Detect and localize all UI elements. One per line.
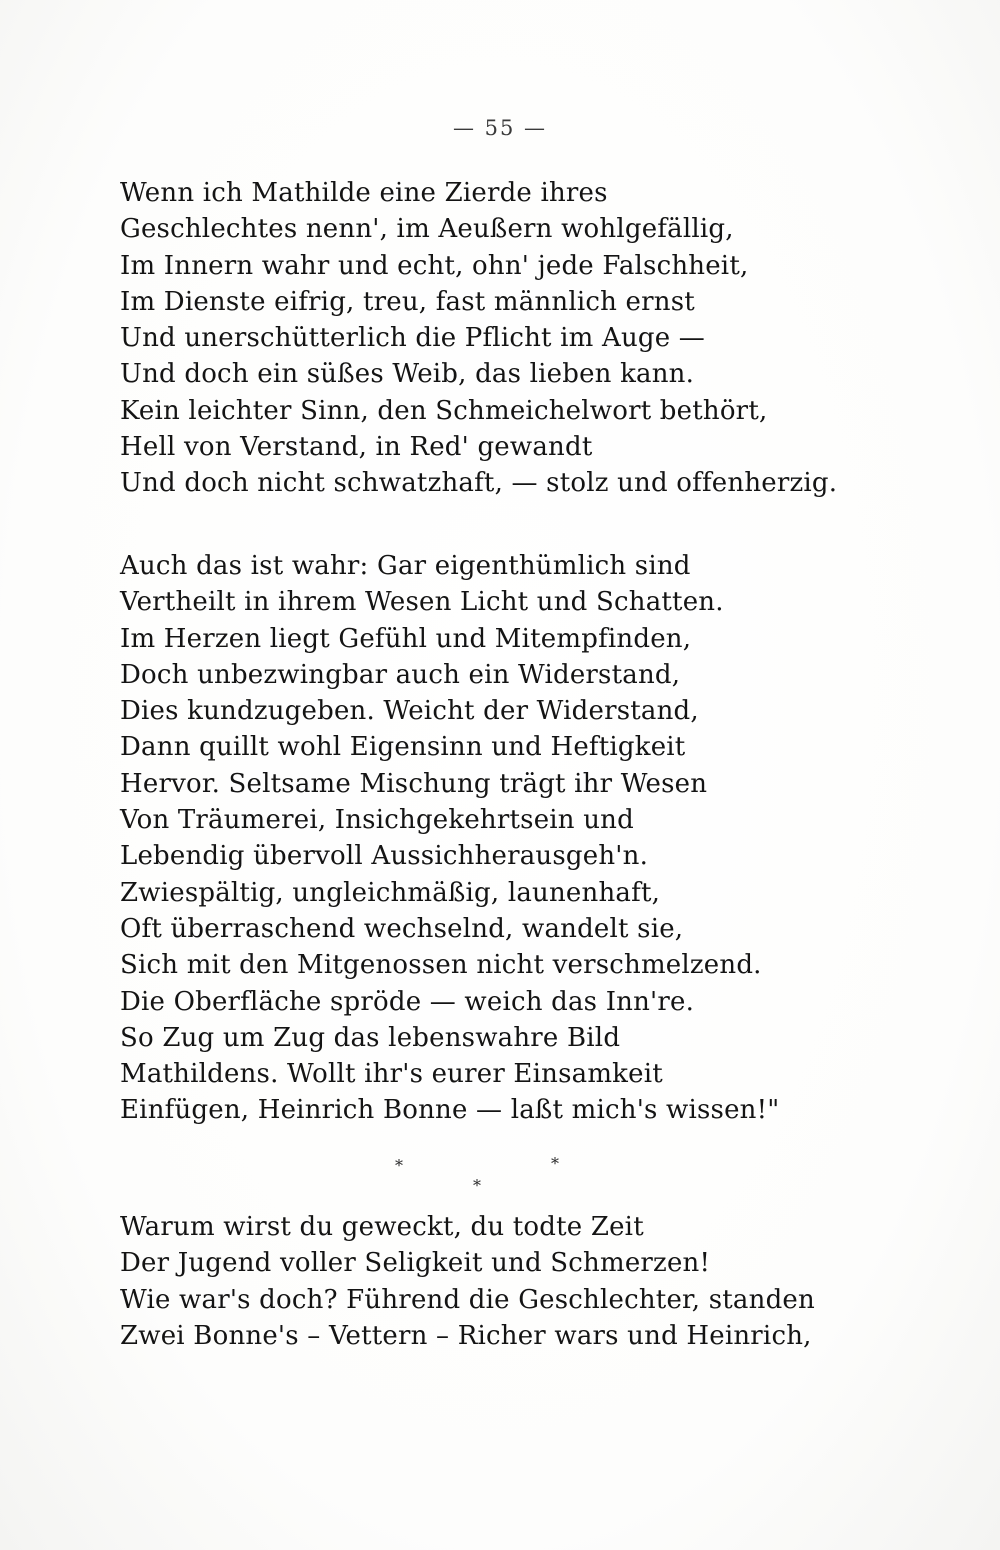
verse-line: Im Innern wahr und echt, ohn' jede Falschheit, [120, 250, 749, 281]
page-number: — 55 — [452, 116, 548, 140]
verse-line: Einfügen, Heinrich Bonne — laßt mich's wissen!" [120, 1095, 780, 1126]
verse-line: Im Dienste eifrig, treu, fast männlich ernst [120, 286, 695, 317]
verse-line: Oft überraschend wechselnd, wandelt sie, [120, 913, 684, 944]
verse-line: Dies kundzugeben. Weicht der Widerstand, [120, 696, 699, 727]
verse-line: Der Jugend voller Seligkeit und Schmerzen! [120, 1248, 711, 1279]
verse-line: Vertheilt in ihrem Wesen Licht und Schatten. [120, 587, 724, 618]
verse-line: Sich mit den Mitgenossen nicht verschmelzend. [120, 950, 762, 981]
verse-line: Lebendig übervoll Aussichherausgeh'n. [120, 841, 649, 872]
verse-line: Von Träumerei, Insichgekehrtsein und [120, 805, 634, 836]
verse-line: Und doch nicht schwatzhaft, — stolz und offenherzig. [120, 468, 838, 499]
verse-line: Zwiespältig, ungleichmäßig, launenhaft, [120, 877, 661, 908]
verse-line: Im Herzen liegt Gefühl und Mitempfinden, [120, 623, 692, 654]
stanza-2 [120, 548, 779, 1129]
verse-line: Und unerschütterlich die Pflicht im Auge — [120, 323, 706, 354]
stanza-1 [120, 175, 837, 502]
stanza-3 [120, 1209, 815, 1354]
asterisk-icon: * [551, 1154, 559, 1173]
verse-line: Und doch ein süßes Weib, das lieben kann. [120, 359, 695, 390]
asterism-separator [0, 1150, 1000, 1200]
verse-line: Dann quillt wohl Eigensinn und Heftigkeit [120, 732, 686, 763]
verse-line: Kein leichter Sinn, den Schmeichelwort bethört, [120, 395, 768, 426]
verse-line: Geschlechtes nenn', im Aeußern wohlgefällig, [120, 214, 734, 245]
asterisk-icon: * [473, 1176, 481, 1195]
verse-line: So Zug um Zug das lebenswahre Bild [120, 1022, 621, 1053]
verse-line: Hell von Verstand, in Red' gewandt [120, 432, 593, 463]
verse-line: Hervor. Seltsame Mischung trägt ihr Wesen [120, 768, 708, 799]
verse-line: Doch unbezwingbar auch ein Widerstand, [120, 659, 681, 690]
verse-line: Die Oberfläche spröde — weich das Inn're. [120, 986, 695, 1017]
verse-line: Wie war's doch? Führend die Geschlechter, standen [120, 1284, 815, 1315]
verse-line: Zwei Bonne's – Vettern – Richer wars und Heinrich, [120, 1320, 812, 1351]
verse-line: Warum wirst du geweckt, du todte Zeit [120, 1212, 644, 1242]
verse-line: Auch das ist wahr: Gar eigenthümlich sind [120, 551, 691, 581]
verse-line: Mathildens. Wollt ihr's eurer Einsamkeit [120, 1059, 663, 1090]
asterisk-icon: * [395, 1156, 403, 1175]
verse-line: Wenn ich Mathilde eine Zierde ihres [120, 178, 608, 208]
